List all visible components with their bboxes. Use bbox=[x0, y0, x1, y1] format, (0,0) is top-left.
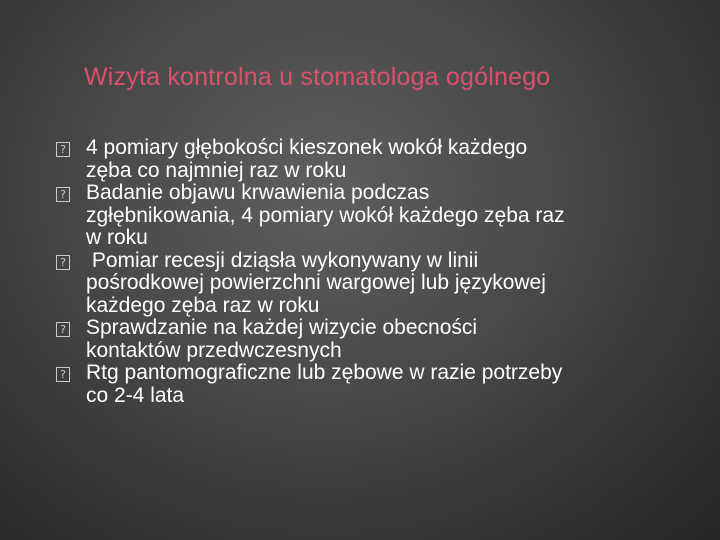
bullet-line: każdego zęba raz w roku bbox=[86, 293, 320, 317]
bullet-item bbox=[0, 317, 720, 362]
bullet-marker-icon: ? bbox=[56, 142, 70, 157]
bullet-marker-icon: ? bbox=[56, 367, 70, 382]
bullet-line: kontaktów przedwczesnych bbox=[86, 338, 342, 362]
slide-title bbox=[84, 60, 684, 94]
bullet-marker-icon: ? bbox=[56, 322, 70, 337]
bullet-marker-icon: ? bbox=[56, 187, 70, 202]
bullet-list bbox=[0, 137, 720, 407]
slide-title-text: Wizyta kontrolna u stomatologa ogólnego bbox=[84, 63, 551, 91]
bullet-item bbox=[0, 137, 720, 182]
bullet-line: zgłębnikowania, 4 pomiary wokół każdego zęba raz bbox=[86, 203, 565, 227]
bullet-line: 4 pomiary głębokości kieszonek wokół każdego bbox=[86, 136, 528, 159]
bullet-marker-icon: ? bbox=[56, 255, 70, 270]
bullet-line: co 2-4 lata bbox=[86, 383, 185, 407]
bullet-line: pośrodkowej powierzchni wargowej lub językowej bbox=[86, 271, 546, 294]
bullet-item bbox=[0, 362, 720, 407]
bullet-item bbox=[0, 182, 720, 250]
bullet-line: zęba co najmniej raz w roku bbox=[86, 158, 347, 182]
bullet-line: Badanie objawu krwawienia podczas bbox=[86, 181, 430, 204]
bullet-line: Pomiar recesji dziąsła wykonywany w linii bbox=[86, 248, 479, 272]
bullet-line: Rtg pantomograficzne lub zębowe w razie potrzeby bbox=[86, 361, 563, 384]
bullet-item bbox=[0, 250, 720, 318]
bullet-line: Sprawdzanie na każdej wizycie obecności bbox=[86, 316, 478, 339]
bullet-line: w roku bbox=[86, 226, 148, 249]
